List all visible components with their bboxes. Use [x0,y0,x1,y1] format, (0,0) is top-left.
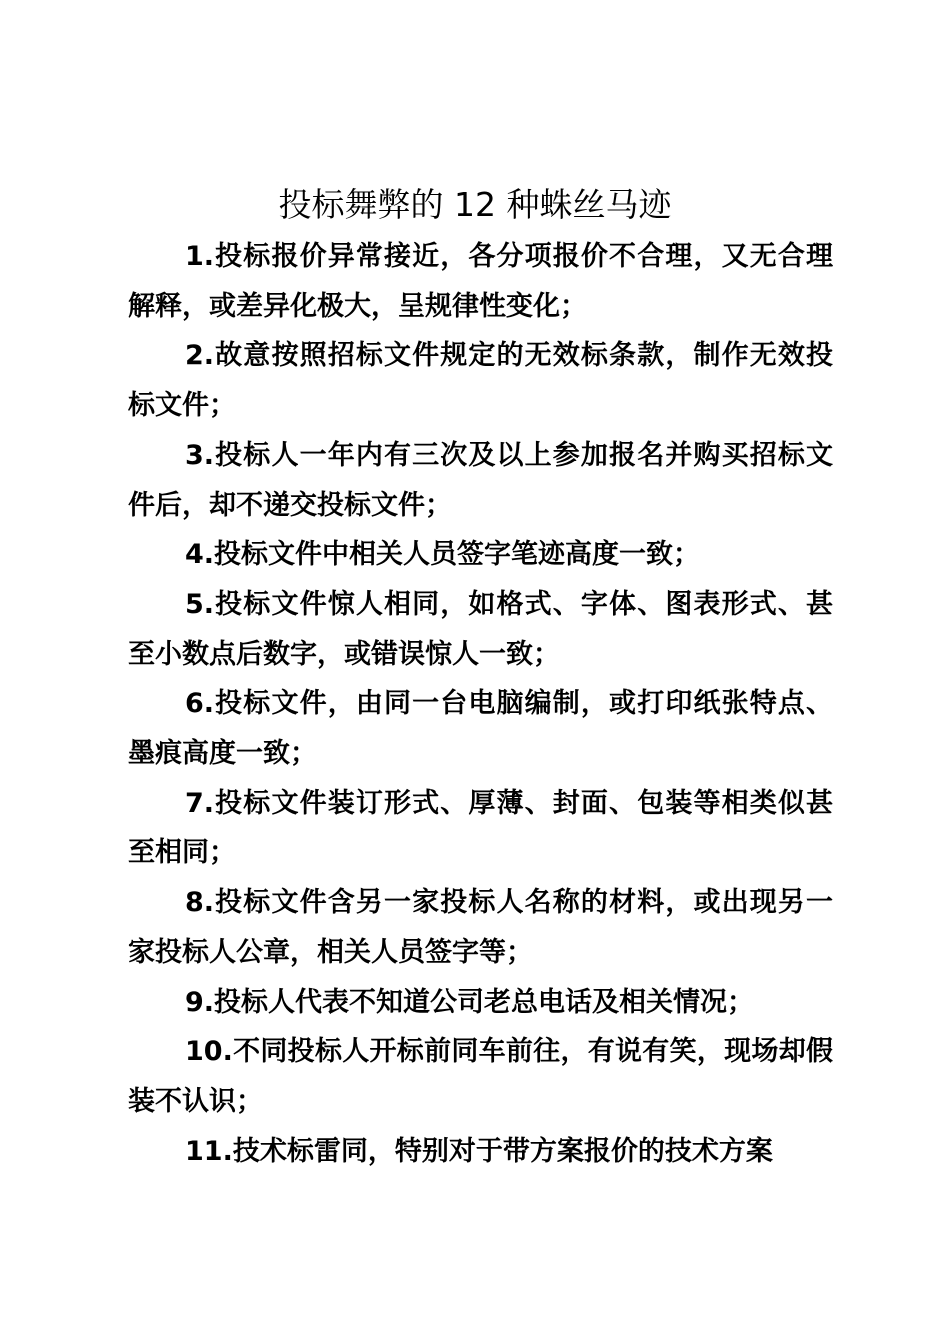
list-item: 5.投标文件惊人相同，如格式、字体、图表形式、甚至小数点后数字，或错误惊人一致； [128,588,833,670]
list-item: 8.投标文件含另一家投标人名称的材料，或出现另一家投标人公章，相关人员签字等； [128,887,833,968]
list-item: 10.不同投标人开标前同车前往，有说有笑，现场却假装不认识； [128,1036,833,1117]
document-body [128,232,833,1176]
list-item: 7.投标文件装订形式、厚薄、封面、包装等相类似甚至相同； [128,787,833,869]
list-item: 6.投标文件，由同一台电脑编制，或打印纸张特点、墨痕高度一致； [128,688,833,770]
list-item: 4.投标文件中相关人员签字笔迹高度一致； [185,539,701,571]
list-item: 11.技术标雷同，特别对于带方案报价的技术方案 [185,1135,773,1167]
list-item: 1.投标报价异常接近，各分项报价不合理，又无合理解释，或差异化极大，呈规律性变化； [128,241,833,322]
list-item: 9.投标人代表不知道公司老总电话及相关情况； [185,986,755,1018]
list-item: 2.故意按照招标文件规定的无效标条款，制作无效投标文件； [128,340,833,422]
document-title: 投标舞弊的 12 种蛛丝马迹 [278,185,672,224]
list-item: 3.投标人一年内有三次及以上参加报名并购买招标文件后，却不递交投标文件； [128,439,833,521]
